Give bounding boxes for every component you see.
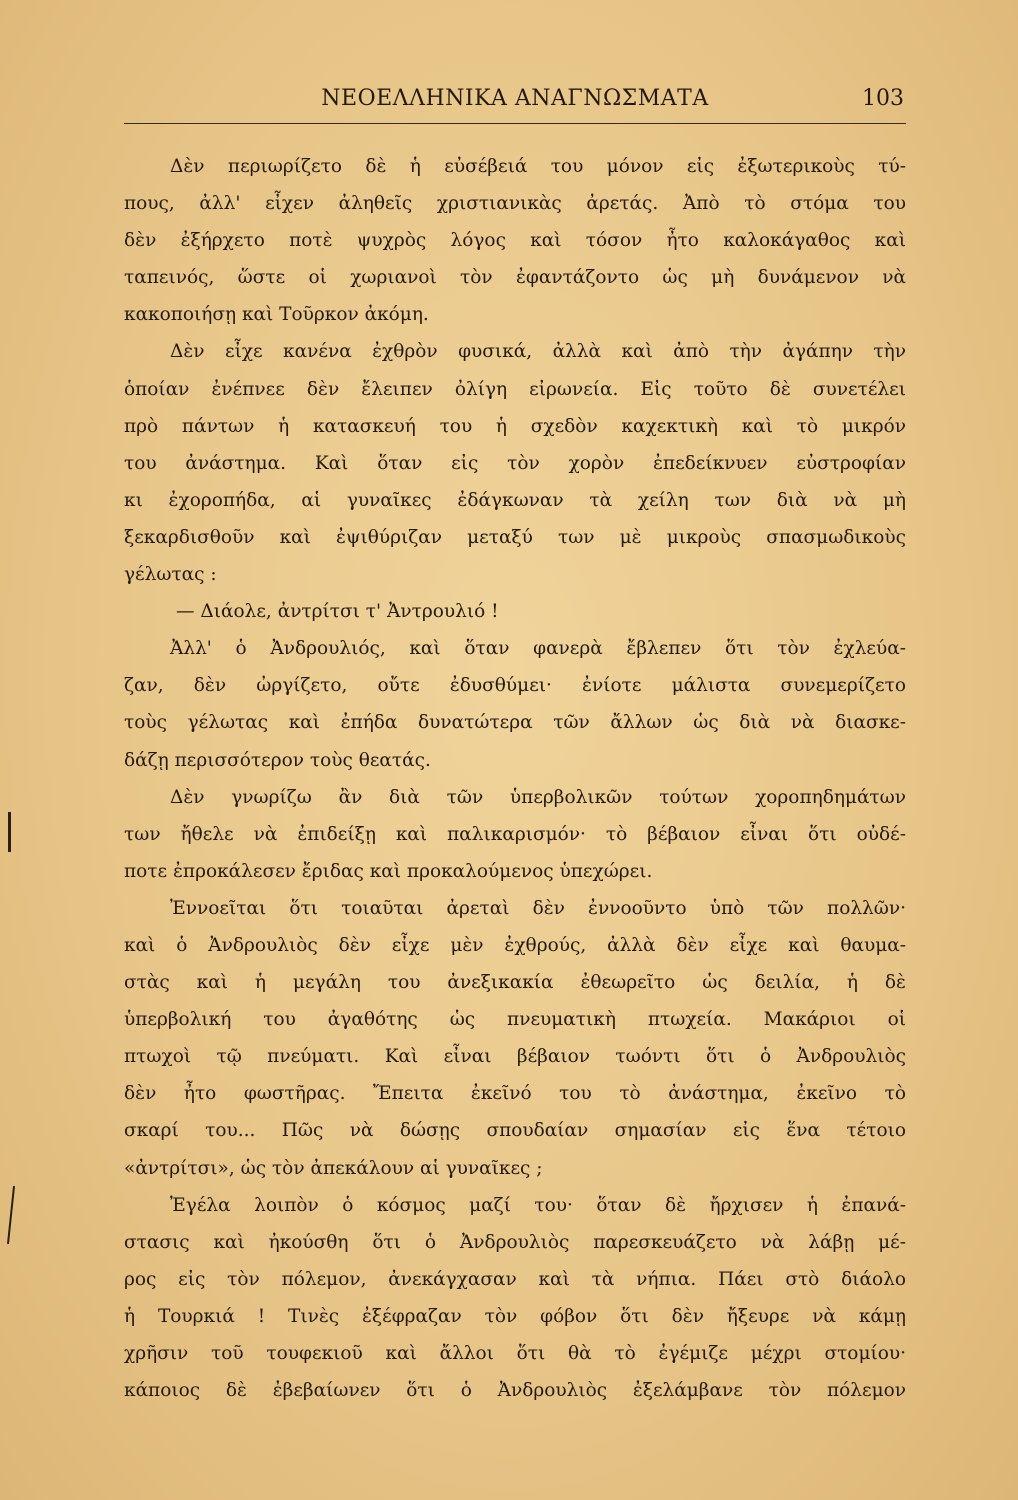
text-line: ὁποίαν ἐνέπνεε δὲν ἔλειπεν ὀλίγη εἰρωνεία. Εἰς τοῦτο δὲ συνετέλει	[124, 378, 906, 400]
text-line: πτωχοὶ τῷ πνεύματι. Καὶ εἶναι βέβαιον τωόντι ὅτι ὁ Ἀνδρουλιὸς	[124, 1046, 906, 1068]
header-rule	[124, 123, 906, 124]
text-line: κάποιος δὲ ἐβεβαίωνεν ὅτι ὁ Ἀνδρουλιὸς ἐξελάμβανε τὸν πόλεμον	[124, 1380, 906, 1402]
text-line: Ἀλλ' ὁ Ἀνδρουλιός, καὶ ὅταν φανερὰ ἔβλεπεν ὅτι τὸν ἐχλεύα-	[170, 638, 906, 660]
text-line: γέλωτας :	[124, 564, 217, 586]
text-line: τοὺς γέλωτας καὶ ἐπήδα δυνατώτερα τῶν ἄλλων ὡς διὰ νὰ διασκε-	[124, 712, 906, 734]
text-line: Ἐννοεῖται ὅτι τοιαῦται ἀρεταὶ δὲν ἐννοοῦντο ὑπὸ τῶν πολλῶν·	[170, 897, 906, 919]
text-line: ταπεινός, ὥστε οἱ χωριανοὶ τὸν ἐφαντάζοντο ὡς μὴ δυνάμενον νὰ	[124, 267, 906, 289]
text-line: «ἀντρίτσι», ὡς τὸν ἀπεκάλουν αἱ γυναῖκες ;	[124, 1157, 543, 1179]
text-line: ἡ Τουρκιά ! Τινὲς ἐξέφραζαν τὸν φόβον ὅτι δὲν ἤξευρε νὰ κάμῃ	[124, 1305, 906, 1327]
margin-pencil-mark	[7, 1186, 15, 1244]
text-line: κι ἐχοροπήδα, αἱ γυναῖκες ἐδάγκωναν τὰ χείλη των διὰ νὰ μὴ	[124, 489, 906, 511]
text-line: του ἀνάστημα. Καὶ ὅταν εἰς τὸν χορὸν ἐπεδείκνυεν εὐστροφίαν	[124, 452, 906, 474]
text-line: των ἤθελε νὰ ἐπιδείξῃ καὶ παλικαρισμόν· τὸ βέβαιον εἶναι ὅτι οὐδέ-	[124, 823, 906, 845]
text-line: πρὸ πάντων ἡ κατασκευή του ἡ σχεδὸν καχεκτικὴ καὶ τὸ μικρόν	[124, 415, 906, 437]
text-line: Ἐγέλα λοιπὸν ὁ κόσμος μαζί του· ὅταν δὲ ἤρχισεν ἡ ἐπανά-	[170, 1194, 906, 1216]
text-line: στὰς καὶ ἡ μεγάλη του ἀνεξικακία ἐθεωρεῖτο ὡς δειλία, ἡ δὲ	[124, 972, 906, 994]
text-line: ξεκαρδισθοῦν καὶ ἐψιθύριζαν μεταξύ των μὲ μικροὺς σπασμωδικοὺς	[124, 526, 906, 548]
text-line: ρος εἰς τὸν πόλεμον, ἀνεκάγχασαν καὶ τὰ νήπια. Πάει στὸ διάολο	[124, 1268, 906, 1290]
text-line: Δὲν περιωρίζετο δὲ ἡ εὐσέβειά του μόνον εἰς ἐξωτερικοὺς τύ-	[170, 156, 906, 177]
page-number: 103	[862, 86, 904, 111]
text-line: δὲν ἐξήρχετο ποτὲ ψυχρὸς λόγος καὶ τόσον ἦτο καλοκάγαθος καὶ	[124, 230, 906, 252]
text-line: σκαρί του... Πῶς νὰ δώσῃς σπουδαίαν σημασίαν εἰς ἕνα τέτοιο	[124, 1120, 906, 1142]
text-line: χρῆσιν τοῦ τουφεκιοῦ καὶ ἄλλοι ὅτι θὰ τὸ ἐγέμιζε μέχρι στομίου·	[124, 1343, 906, 1364]
text-line: δὲν ἦτο φωστῆρας. Ἔπειτα ἐκεῖνό του τὸ ἀνάστημα, ἐκεῖνο τὸ	[124, 1083, 906, 1105]
body-text	[124, 148, 906, 1409]
text-line: δάζῃ περισσότερον τοὺς θεατάς.	[124, 749, 431, 771]
margin-pencil-mark	[8, 812, 11, 852]
text-line: κακοποιήσῃ καὶ Τοῦρκον ἀκόμη.	[124, 304, 429, 326]
text-line: Δὲν γνωρίζω ἂν διὰ τῶν ὑπερβολικῶν τούτων χοροπηδημάτων	[170, 786, 906, 808]
page-header	[124, 84, 906, 124]
dialogue-line: — Διάολε, ἀντρίτσι τ' Ἀντρουλιό !	[176, 601, 499, 623]
text-line: πους, ἀλλ' εἶχεν ἀληθεῖς χριστιανικὰς ἀρετάς. Ἀπὸ τὸ στόμα του	[124, 193, 906, 215]
text-line: ποτε ἐπροκάλεσεν ἔριδας καὶ προκαλούμενος ὑπεχώρει.	[124, 860, 653, 882]
text-line: ὑπερβολική του ἀγαθότης ὡς πνευματικὴ πτωχεία. Μακάριοι οἱ	[124, 1009, 906, 1031]
text-line: καὶ ὁ Ἀνδρουλιὸς δὲν εἶχε μὲν ἐχθρούς, ἀλλὰ δὲν εἶχε καὶ θαυμα-	[124, 934, 906, 956]
text-line: στασις καὶ ἠκούσθη ὅτι ὁ Ἀνδρουλιὸς παρεσκευάζετο νὰ λάβῃ μέ-	[124, 1231, 906, 1253]
running-title: ΝΕΟΕΛΛΗΝΙΚΑ ΑΝΑΓΝΩΣΜΑΤΑ	[321, 86, 709, 111]
text-line: Δὲν εἶχε κανένα ἐχθρὸν φυσικά, ἀλλὰ καὶ ἀπὸ τὴν ἀγάπην τὴν	[170, 341, 906, 363]
text-line: ζαν, δὲν ὠργίζετο, οὔτε ἐδυσθύμει· ἐνίοτε μάλιστα συνεμερίζετο	[124, 675, 906, 697]
